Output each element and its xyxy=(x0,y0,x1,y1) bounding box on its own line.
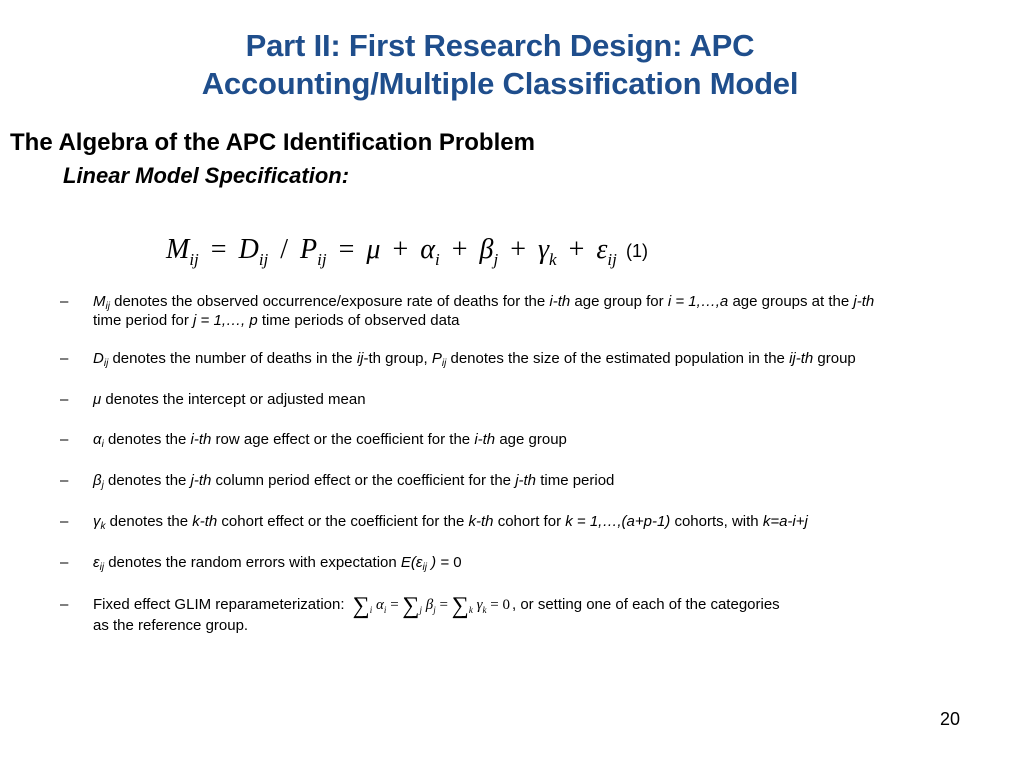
symbol-beta: β xyxy=(93,472,102,489)
bullet-dash: – xyxy=(60,293,69,310)
equals-sign: = xyxy=(490,597,499,613)
bullet-dash: – xyxy=(60,596,69,613)
subscript: ij xyxy=(441,358,447,369)
subscript: ij xyxy=(99,562,105,573)
beta-symbol: β xyxy=(425,597,434,613)
item-text: cohort effect or the coefficient for the xyxy=(217,513,469,530)
eq-subscript: ij xyxy=(189,250,199,269)
slide-title-line-2: Accounting/Multiple Classification Model xyxy=(201,66,799,101)
eq-p-symbol: P xyxy=(300,234,318,265)
eq-m-symbol: M xyxy=(166,234,190,265)
item-text: denotes the number of deaths in the xyxy=(108,350,357,367)
symbol-epsilon: ε xyxy=(93,554,100,571)
subscript: k xyxy=(482,605,487,615)
item-text: denotes the random errors with expectation xyxy=(104,554,401,571)
eq-subscript: ij xyxy=(607,250,617,269)
item-text: , or setting one of each of the categories xyxy=(512,596,780,613)
item-text: denotes the observed occurrence/exposure rate of deaths for the xyxy=(114,293,550,310)
bullet-dash: – xyxy=(60,513,69,530)
list-item-gamma xyxy=(60,512,993,532)
bullet-dash: – xyxy=(60,431,69,448)
gamma-symbol: γ xyxy=(476,597,483,613)
item-text: cohorts, with xyxy=(670,513,763,530)
section-subheading: Linear Model Specification: xyxy=(63,163,350,188)
bullet-dash: – xyxy=(60,391,69,408)
equals-sign: = xyxy=(439,597,448,613)
subscript: ij xyxy=(422,562,427,573)
item-text: as the reference group. xyxy=(93,617,249,634)
item-text: time period for xyxy=(93,312,194,329)
item-text: denotes the intercept or adjusted mean xyxy=(101,391,366,408)
item-text-italic: k-th xyxy=(192,513,218,530)
bullet-dash: – xyxy=(60,554,69,571)
item-text: age groups at the xyxy=(728,293,854,310)
item-text: 0 xyxy=(453,554,462,571)
eq-slash: / xyxy=(280,234,289,265)
eq-subscript: i xyxy=(434,250,440,269)
subscript: i xyxy=(101,439,104,450)
eq-subscript: ij xyxy=(258,250,269,269)
bullet-dash: – xyxy=(60,472,69,489)
list-item-m xyxy=(60,292,993,330)
item-text: -th group, xyxy=(363,350,432,367)
symbol-d: D xyxy=(93,350,104,367)
equation-number: (1) xyxy=(626,241,648,261)
symbol-p: P xyxy=(431,350,442,367)
equals-sign: = xyxy=(390,597,399,613)
eq-subscript: k xyxy=(549,250,557,269)
eq-subscript: ij xyxy=(317,250,327,269)
eq-plus: + xyxy=(392,234,409,265)
item-text: group xyxy=(813,350,856,367)
item-text-italic: i-th xyxy=(474,431,496,448)
list-item-beta xyxy=(60,471,993,491)
item-text-italic: ) = xyxy=(426,554,454,571)
subscript: ij xyxy=(105,301,110,312)
eq-alpha-symbol: α xyxy=(420,234,435,265)
symbol-m: M xyxy=(93,293,106,310)
item-text: age group xyxy=(495,431,567,448)
item-text: denotes the xyxy=(103,431,191,448)
eq-subscript: j xyxy=(493,250,499,269)
item-text-italic: ij-th xyxy=(789,350,814,367)
item-text: column period effect or the coefficient for the xyxy=(211,472,516,489)
item-text-italic: E(ε xyxy=(400,554,423,571)
eq-mu-symbol: μ xyxy=(366,234,381,265)
symbol-gamma: γ xyxy=(93,513,101,530)
alpha-symbol: α xyxy=(376,597,384,613)
subscript: j xyxy=(433,605,436,615)
item-text-italic: k-th xyxy=(468,513,494,530)
eq-beta-symbol: β xyxy=(479,234,494,265)
eq-plus: + xyxy=(451,234,468,265)
list-item-reparameterization xyxy=(60,593,993,635)
list-item-epsilon xyxy=(60,553,993,573)
item-text: row age effect or the coefficient for the xyxy=(211,431,475,448)
item-text: age group for xyxy=(570,293,668,310)
subscript: i xyxy=(369,605,373,615)
symbol-mu: μ xyxy=(93,391,102,408)
list-item-mu xyxy=(60,390,993,409)
item-text-italic: i = 1,…,a xyxy=(667,293,729,310)
subscript: j xyxy=(101,480,104,491)
sum-symbol: ∑ xyxy=(451,593,469,619)
item-text: denotes the xyxy=(103,472,191,489)
symbol-alpha: α xyxy=(93,431,102,448)
eq-plus: + xyxy=(510,234,526,265)
eq-d-symbol: D xyxy=(238,234,259,265)
item-text: denotes the xyxy=(105,513,193,530)
item-text-italic: k = 1,…,(a+p-1) xyxy=(565,513,671,530)
item-text-italic: k=a-i+j xyxy=(762,513,808,530)
zero: 0 xyxy=(502,597,510,613)
item-text: Fixed effect GLIM reparameterization: xyxy=(93,596,349,613)
item-text-italic: j-th xyxy=(515,472,537,489)
item-text: denotes the size of the estimated population in the xyxy=(446,350,790,367)
subscript: ij xyxy=(103,358,109,369)
list-item-d xyxy=(60,349,993,369)
constraint-expression xyxy=(352,593,510,619)
subscript: j xyxy=(419,605,423,615)
eq-equals: = xyxy=(210,234,227,265)
item-text: cohort for xyxy=(493,513,566,530)
subscript: k xyxy=(100,521,106,532)
eq-plus: + xyxy=(568,234,585,265)
bullet-dash: – xyxy=(60,350,69,367)
item-text-italic: j = 1,…, p xyxy=(193,312,258,329)
subscript: k xyxy=(468,605,473,615)
item-text-italic: i-th xyxy=(190,431,212,448)
list-item-alpha xyxy=(60,430,993,450)
eq-equals: = xyxy=(338,234,355,265)
eq-epsilon-symbol: ε xyxy=(596,234,608,265)
item-text-italic: j-th xyxy=(853,293,875,310)
item-text: time period xyxy=(536,472,615,489)
item-text-italic: i-th xyxy=(549,293,571,310)
slide-title-line-1: Part II: First Research Design: APC xyxy=(245,28,755,63)
item-text: time periods of observed data xyxy=(257,312,460,329)
sum-symbol: ∑ xyxy=(402,593,420,619)
item-text-italic: ij xyxy=(356,350,364,367)
page-number: 20 xyxy=(940,709,961,729)
sum-symbol: ∑ xyxy=(352,593,370,619)
subscript: i xyxy=(383,605,387,615)
section-heading: The Algebra of the APC Identification Problem xyxy=(10,129,535,156)
item-text-italic: j-th xyxy=(190,472,212,489)
eq-gamma-symbol: γ xyxy=(537,234,550,265)
